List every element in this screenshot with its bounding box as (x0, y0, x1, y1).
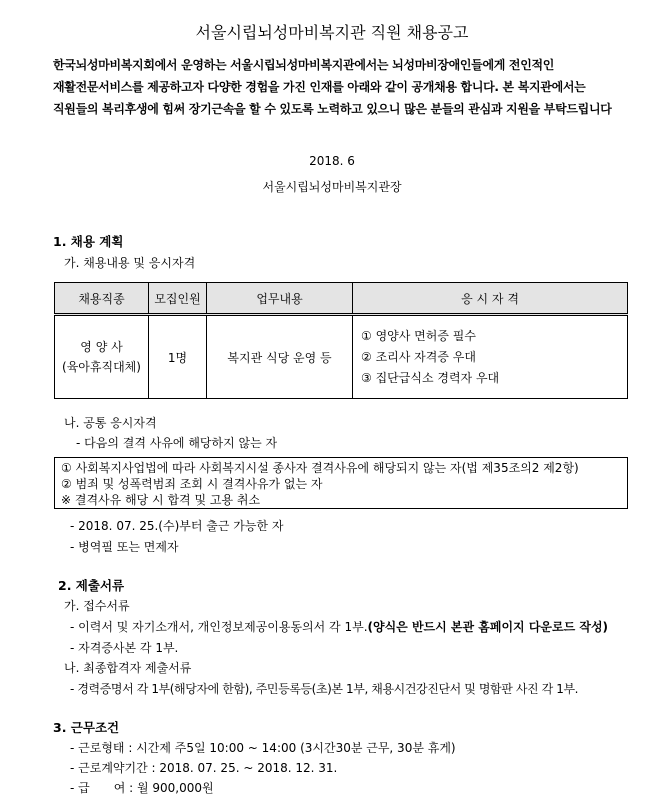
header-job: 채용직종 (55, 283, 149, 315)
box-line: ① 사회복지사업법에 따라 사회복지시설 종사자 결격사유에 해당되지 않는 자(법 제35조의2 제2항) (61, 461, 579, 475)
section1-sub-a: 가. 채용내용 및 응시자격 (64, 256, 196, 270)
table-header-row (55, 283, 628, 315)
section3-heading: 3. 근무조건 (53, 720, 120, 735)
job-note: (육아휴직대체) (62, 360, 141, 374)
docs-line (70, 618, 608, 635)
table-row (55, 315, 628, 399)
cell-quals (353, 315, 628, 399)
cell-job (55, 315, 149, 399)
docs-line: - 자격증사본 각 1부. (70, 641, 179, 655)
page-title: 서울시립뇌성마비복지관 직원 채용공고 (195, 23, 469, 42)
section2-sub-b: 나. 최종합격자 제출서류 (64, 661, 192, 675)
condition-line: - 2018. 07. 25.(수)부터 출근 가능한 자 (70, 519, 284, 533)
issuer-name: 서울시립뇌성마비복지관장 (262, 180, 402, 194)
box-line: ※ 결격사유 해당 시 합격 및 고용 취소 (61, 493, 261, 507)
section2-sub-a: 가. 접수서류 (64, 599, 130, 613)
qual-item: ③ 집단급식소 경력자 우대 (361, 370, 500, 385)
box-line: ② 범죄 및 성폭력범죄 조회 시 결격사유가 없는 자 (61, 477, 323, 491)
section1-heading: 1. 채용 계획 (53, 234, 124, 249)
condition-line: - 병역필 또는 면제자 (70, 540, 179, 554)
job-title: 영 양 사 (80, 340, 123, 354)
cell-duty: 복지관 식당 운영 등 (207, 315, 353, 399)
header-duty: 업무내용 (207, 283, 353, 315)
section2-heading: 2. 제출서류 (58, 578, 125, 593)
work-condition-line: - 급 여 : 월 900,000원 (70, 781, 214, 795)
notice-date: 2018. 6 (309, 154, 355, 168)
intro-paragraph: 한국뇌성마비복지회에서 운영하는 서울시립뇌성마비복지관에서는 뇌성마비장애인들에게 전인적인 재활전문서비스를 제공하고자 다양한 경험을 가진 인재를 아래와 같이 공개채용 합니다. 본 복지관에서는 직원들의 복리후생에 힘써 장기근속을 할 수 있도록 노력하고 있으니 많은 분들의 관심과 지원을 부탁드립니다 (53, 58, 612, 116)
qual-item: ① 영양사 면허증 필수 (361, 328, 476, 343)
recruitment-table (54, 282, 628, 399)
disqualification-box (54, 457, 628, 509)
header-quals: 응 시 자 격 (353, 283, 628, 315)
section1-sub-b: 나. 공통 응시자격 (64, 416, 157, 430)
cell-count: 1명 (149, 315, 207, 399)
docs-line-bold: (양식은 반드시 본관 홈페이지 다운로드 작성) (367, 620, 609, 634)
final-docs-line: - 경력증명서 각 1부(해당자에 한함), 주민등록등(초)본 1부, 채용시건강진단서 및 명함판 사진 각 1부. (70, 682, 579, 696)
section1-sub-b-note: - 다음의 결격 사유에 해당하지 않는 자 (76, 436, 278, 450)
work-condition-line: - 근로계약기간 : 2018. 07. 25. ~ 2018. 12. 31. (70, 761, 338, 775)
work-condition-line: - 근로형태 : 시간제 주5일 10:00 ~ 14:00 (3시간30분 근무, 30분 휴게) (70, 741, 456, 755)
header-count: 모집인원 (149, 283, 207, 315)
qual-item: ② 조리사 자격증 우대 (361, 349, 476, 364)
docs-line-plain: - 이력서 및 자기소개서, 개인정보제공이용동의서 각 1부. (70, 620, 368, 634)
